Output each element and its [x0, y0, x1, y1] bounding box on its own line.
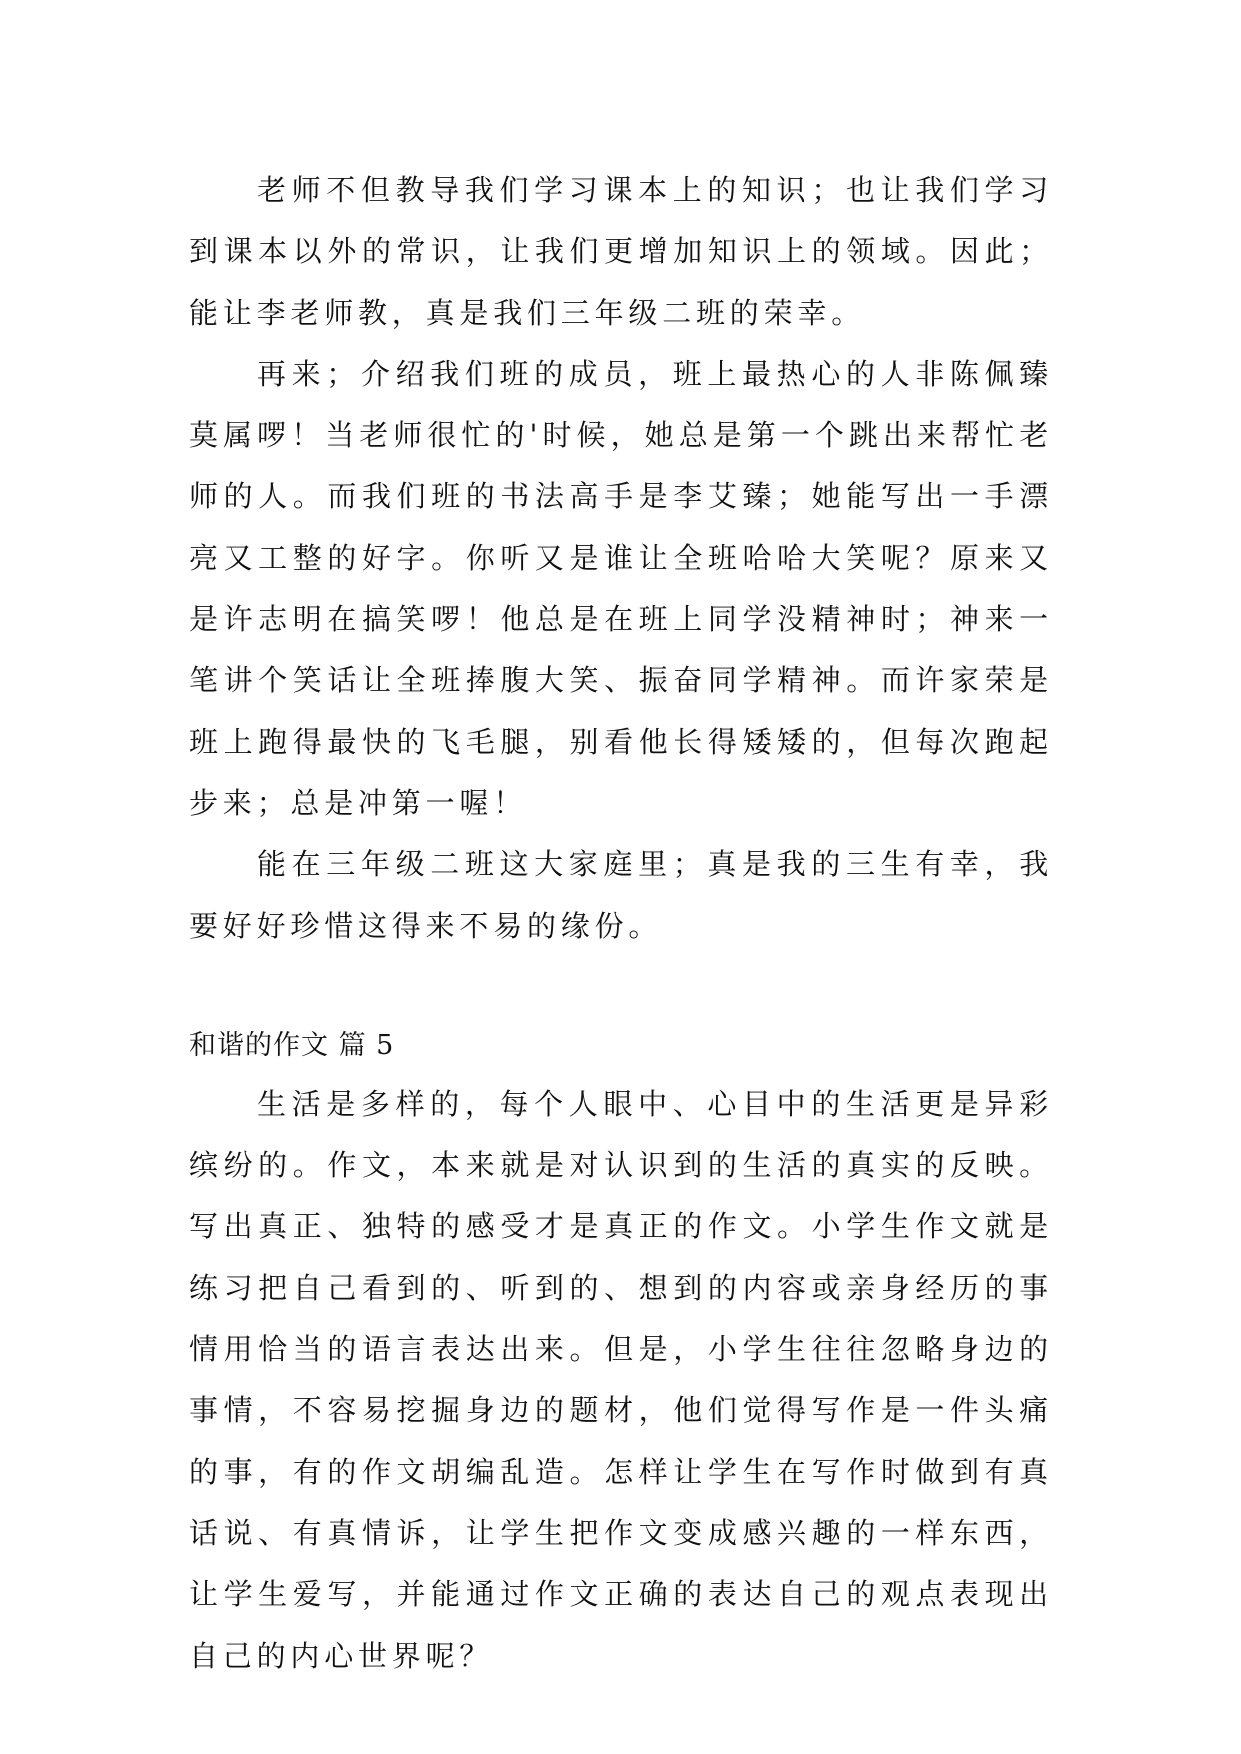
document-body: [189, 160, 1053, 1687]
section-title: 和谐的作文 篇 5: [189, 1029, 395, 1061]
paragraph-classmates: 再来；介绍我们班的成员，班上最热心的人非陈佩臻莫属啰！当老师很忙的'时候，她总是第一个跳出来帮忙老师的人。而我们班的书法高手是李艾臻；她能写出一手漂亮又工整的好字。你听又是谁让全班哈哈大笑呢？原来又是许志明在搞笑啰！他总是在班上同学没精神时；神来一笔讲个笑话让全班捧腹大笑、振奋同学精神。而许家荣是班上跑得最快的飞毛腿，别看他长得矮矮的，但每次跑起步来；总是冲第一喔！: [189, 356, 1053, 820]
paragraph-teacher: 老师不但教导我们学习课本上的知识；也让我们学习到课本以外的常识，让我们更增加知识上的领域。因此；能让李老师教，真是我们三年级二班的荣幸。: [189, 173, 1053, 330]
paragraph-essay-intro: 生活是多样的，每个人眼中、心目中的生活更是异彩缤纷的。作文，本来就是对认识到的生活的真实的反映。写出真正、独特的感受才是真正的作文。小学生作文就是练习把自己看到的、听到的、想到的内容或亲身经历的事情用恰当的语言表达出来。但是，小学生往往忽略身边的事情，不容易挖掘身边的题材，他们觉得写作是一件头痛的事，有的作文胡编乱造。怎样让学生在写作时做到有真话说、有真情诉，让学生把作文变成感兴趣的一样东西，让学生爱写，并能通过作文正确的表达自己的观点表现出自己的内心世界呢？: [189, 1086, 1053, 1673]
paragraph-closing: 能在三年级二班这大家庭里；真是我的三生有幸，我要好好珍惜这得来不易的缘份。: [189, 847, 1053, 943]
